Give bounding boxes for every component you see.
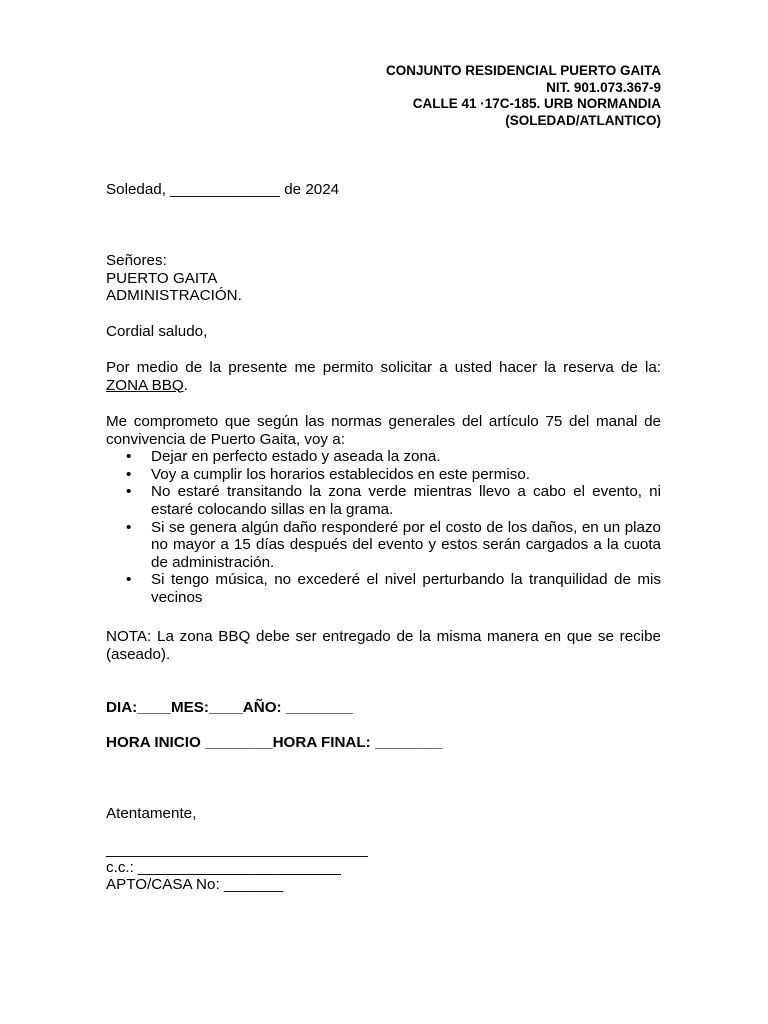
list-item-text: No estaré transitando la zona verde mientras llevo a cabo el evento, ni estaré colocando sillas en la grama. [151, 483, 661, 518]
list-item [106, 466, 661, 484]
list-item [106, 519, 661, 572]
header-name: CONJUNTO RESIDENCIAL PUERTO GAITA [385, 63, 661, 78]
letterhead [300, 63, 661, 129]
request-text: Por medio de la presente me permito solicitar a usted hacer la reserva de la: [106, 359, 661, 376]
list-item [106, 448, 661, 466]
greeting: Cordial saludo, [106, 323, 208, 340]
request-paragraph [106, 359, 661, 394]
signature-block [106, 841, 661, 894]
bullet-icon: • [126, 518, 132, 536]
date-fields: DIA:____MES:____AÑO: ________ [106, 699, 354, 716]
time-fields: HORA INICIO ________HORA FINAL: ________ [106, 734, 443, 751]
recipient-block [106, 252, 661, 305]
date-line: Soledad, _____________ de 2024 [106, 181, 340, 198]
recipient-salutation: Señores: [106, 252, 167, 269]
closing: Atentamente, [106, 805, 197, 822]
signature-line: _______________________________ [106, 841, 368, 858]
recipient-line2: ADMINISTRACIÓN. [106, 287, 242, 305]
list-item-text: Dejar en perfecto estado y aseada la zona. [151, 448, 441, 466]
signature-apto: APTO/CASA No: _______ [106, 876, 284, 894]
signature-cc: c.c.: ________________________ [106, 858, 341, 876]
bullet-icon: • [126, 448, 132, 466]
note-paragraph: NOTA: La zona BBQ debe ser entregado de la misma manera en que se recibe (aseado). [106, 628, 661, 663]
bullet-icon: • [126, 571, 132, 589]
bullet-icon: • [126, 465, 132, 483]
recipient-line1: PUERTO GAITA [106, 269, 218, 287]
zone-name: ZONA BBQ [106, 376, 184, 394]
header-nit: NIT. 901.073.367-9 [546, 79, 661, 95]
list-item-text: Si se genera algún daño responderé por el costo de los daños, en un plazo no mayor a 15 días después del evento y estos serán cargados a la cuota de administración. [151, 518, 661, 571]
header-city: (SOLEDAD/ATLANTICO) [505, 112, 661, 128]
list-item-text: Voy a cumplir los horarios establecidos en este permiso. [151, 465, 531, 483]
header-address: CALLE 41 ·17C-185. URB NORMANDIA [412, 96, 661, 111]
list-item [106, 483, 661, 518]
commitment-section [106, 413, 661, 607]
commitment-intro: Me comprometo que según las normas generales del artículo 75 del manal de convivencia de Puerto Gaita, voy a: [106, 413, 661, 448]
commitment-list [106, 448, 661, 606]
request-end: . [183, 376, 188, 394]
bullet-icon: • [126, 483, 132, 501]
list-item [106, 571, 661, 606]
list-item-text: Si tengo música, no excederé el nivel perturbando la tranquilidad de mis vecinos [151, 571, 661, 606]
